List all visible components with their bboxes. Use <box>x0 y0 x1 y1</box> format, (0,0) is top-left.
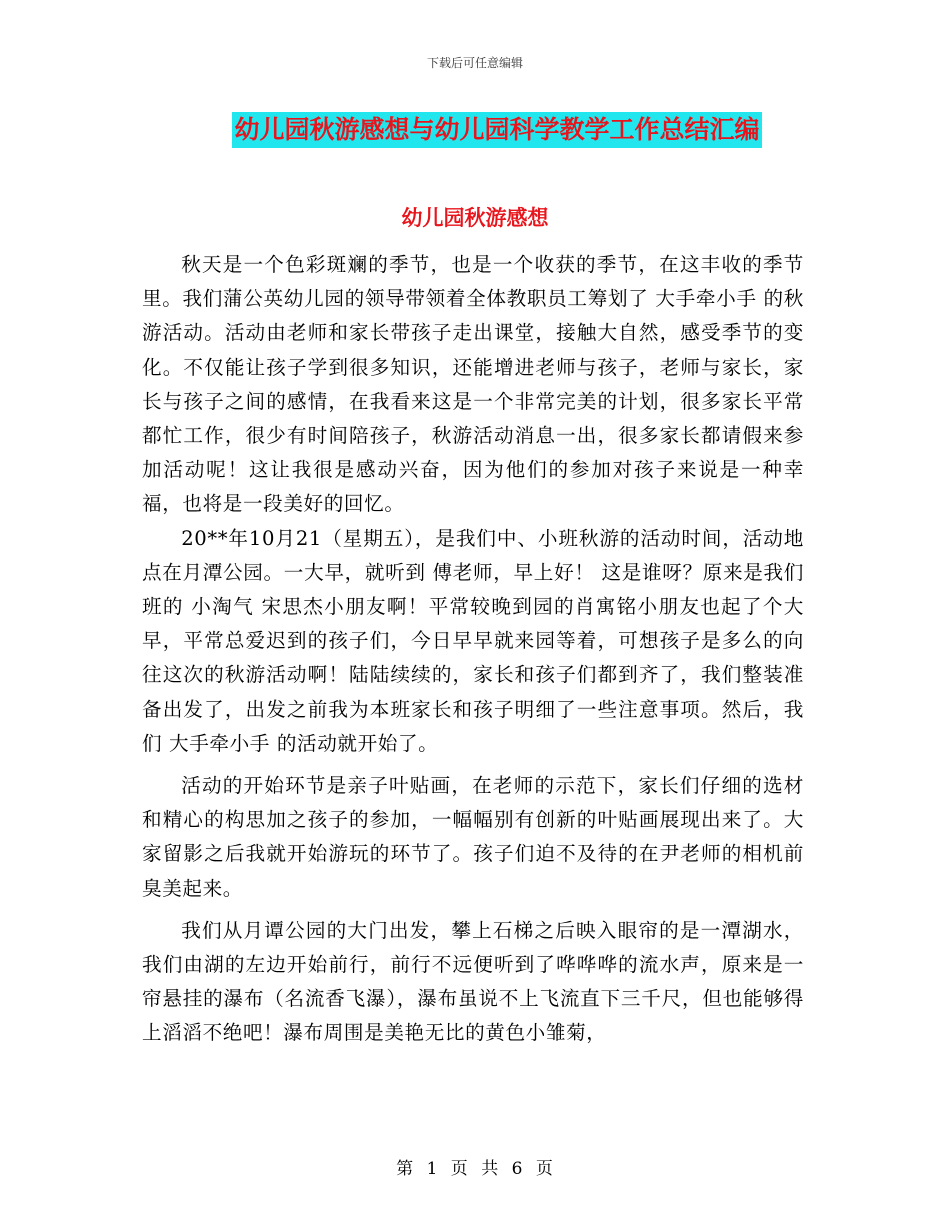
main-title: 幼儿园秋游感想与幼儿园科学教学工作总结汇编 <box>232 112 761 148</box>
paragraph-3: 活动的开始环节是亲子叶贴画，在老师的示范下，家长们仔细的选材和精心的构思加之孩子的参加，一幅幅别有创新的叶贴画展现出来了。大家留影之后我就开始游玩的环节了。孩子们迫不及待的在尹老师的相机前臭美起来。 <box>142 774 804 900</box>
header-note: 下载后可任意编辑 <box>426 56 523 70</box>
section-title: 幼儿园秋游感想 <box>401 206 549 230</box>
paragraph-1: 秋天是一个色彩斑斓的季节，也是一个收获的季节，在这丰收的季节里。我们蒲公英幼儿园的领导带领着全体教职员工筹划了 大手牵小手 的秋游活动。活动由老师和家长带孩子走出课堂，接触大自然，感受季节的变化。不仅能让孩子学到很多知识，还能增进老师与孩子，老师与家长，家长与孩子之间的感情，在我看来这是一个非常完美的计划，很多家长平常都忙工作，很少有时间陪孩子，秋游活动消息一出，很多家长都请假来参加活动呢！这让我很是感动兴奋，因为他们的参加对孩子来说是一种幸福，也将是一段美好的回忆。 <box>142 253 804 516</box>
body-text <box>142 248 804 1051</box>
paragraph-4: 我们从月谭公园的大门出发，攀上石梯之后映入眼帘的是一潭湖水，我们由湖的左边开始前行，前行不远便听到了哗哗哗的流水声，原来是一帘悬挂的瀑布（名流香飞瀑），瀑布虽说不上飞流直下三千尺，但也能够得上滔滔不绝吧！瀑布周围是美艳无比的黄色小雏菊， <box>142 918 804 1045</box>
main-title-container <box>0 112 950 148</box>
page-number-footer: 第 1 页 共 6 页 <box>396 1159 554 1179</box>
paragraph-2: 20**年10月21（星期五），是我们中、小班秋游的活动时间，活动地点在月潭公园。一大早，就听到 傅老师，早上好！ 这是谁呀？原来是我们班的 小淘气 宋思杰小朋友啊！平常较晚到园的肖寓铭小朋友也起了个大早，平常总爱迟到的孩子们，今日早早就来园等着，可想孩子是多么的向往这次的秋游活动啊！陆陆续续的，家长和孩子们都到齐了，我们整装准备出发了，出发之前我为本班家长和孩子明细了一些注意事项。然后，我们 大手牵小手 的活动就开始了。 <box>142 526 804 755</box>
